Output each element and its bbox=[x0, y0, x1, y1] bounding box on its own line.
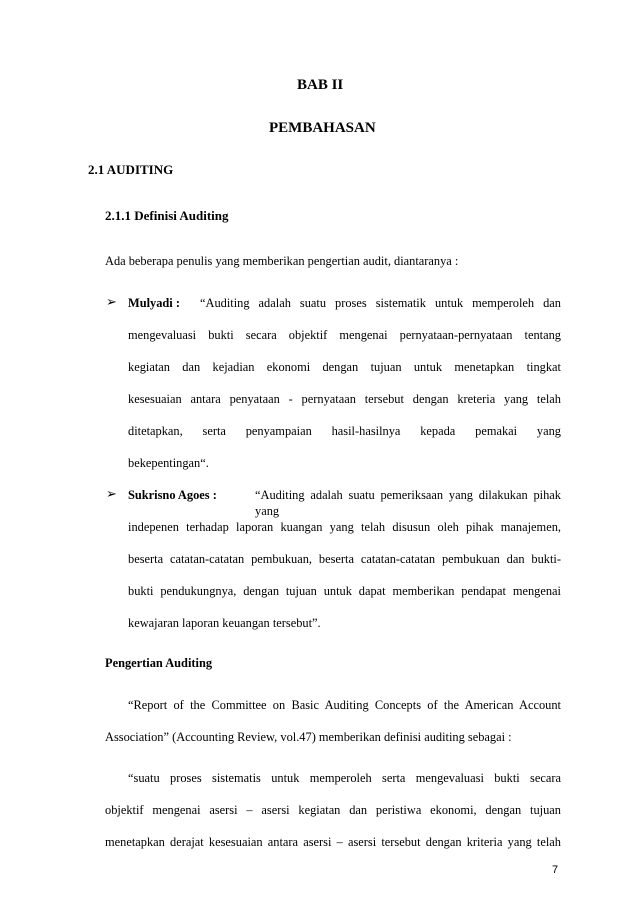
definition-line: beserta catatan-catatan pembukuan, beserta catatan-catatan pembukuan dan bukti- bbox=[128, 552, 561, 566]
definition-line: indepenen terhadap laporan kuangan yang telah disusun oleh pihak manajemen, bbox=[128, 520, 561, 534]
definition-author: Mulyadi : bbox=[128, 296, 180, 310]
definition-line: “Auditing adalah suatu pemeriksaan yang dilakukan pihak yang bbox=[255, 488, 561, 518]
definition-author: Sukrisno Agoes : bbox=[128, 488, 217, 502]
paragraph-line: “Report of the Committee on Basic Auditing Concepts of the American Account bbox=[128, 698, 561, 712]
definition-line: kewajaran laporan keuangan tersebut”. bbox=[128, 616, 321, 630]
definition-line: kesesuaian antara penyataan - pernyataan tersebut dengan kreteria yang telah bbox=[128, 392, 561, 406]
definition-line: bekepentingan“. bbox=[128, 456, 209, 470]
paragraph-line: Association” (Accounting Review, vol.47) memberikan definisi auditing sebagai : bbox=[105, 730, 512, 744]
definition-line: ditetapkan, serta penyampaian hasil-hasilnya kepada pemakai yang bbox=[128, 424, 561, 438]
section-title: PEMBAHASAN bbox=[269, 120, 376, 136]
paragraph-line: “suatu proses sistematis untuk memperoleh serta mengevaluasi bukti secara bbox=[128, 771, 561, 785]
page-number: 7 bbox=[552, 864, 559, 876]
chapter-label: BAB II bbox=[297, 77, 344, 93]
heading-definisi-auditing: 2.1.1 Definisi Auditing bbox=[105, 208, 229, 223]
subheading-pengertian-auditing: Pengertian Auditing bbox=[105, 656, 213, 670]
paragraph-line: objektif mengenai asersi – asersi kegiatan dan peristiwa ekonomi, dengan tujuan bbox=[105, 803, 561, 817]
arrow-bullet-icon: ➢ bbox=[106, 486, 117, 501]
definition-line: mengevaluasi bukti secara objektif mengenai pernyataan-pernyataan tentang bbox=[128, 328, 561, 342]
definition-line: kegiatan dan kejadian ekonomi dengan tujuan untuk menetapkan tingkat bbox=[128, 360, 561, 374]
definition-line: bukti pendukungnya, dengan tujuan untuk dapat memberikan pendapat mengenai bbox=[128, 584, 561, 598]
heading-auditing: 2.1 AUDITING bbox=[88, 162, 174, 177]
paragraph-line: menetapkan derajat kesesuaian antara asersi – asersi tersebut dengan kriteria yang telah bbox=[105, 835, 561, 849]
intro-text: Ada beberapa penulis yang memberikan pengertian audit, diantaranya : bbox=[105, 254, 459, 268]
definition-line: “Auditing adalah suatu proses sistematik untuk memperoleh dan bbox=[200, 296, 561, 310]
arrow-bullet-icon: ➢ bbox=[106, 294, 117, 309]
